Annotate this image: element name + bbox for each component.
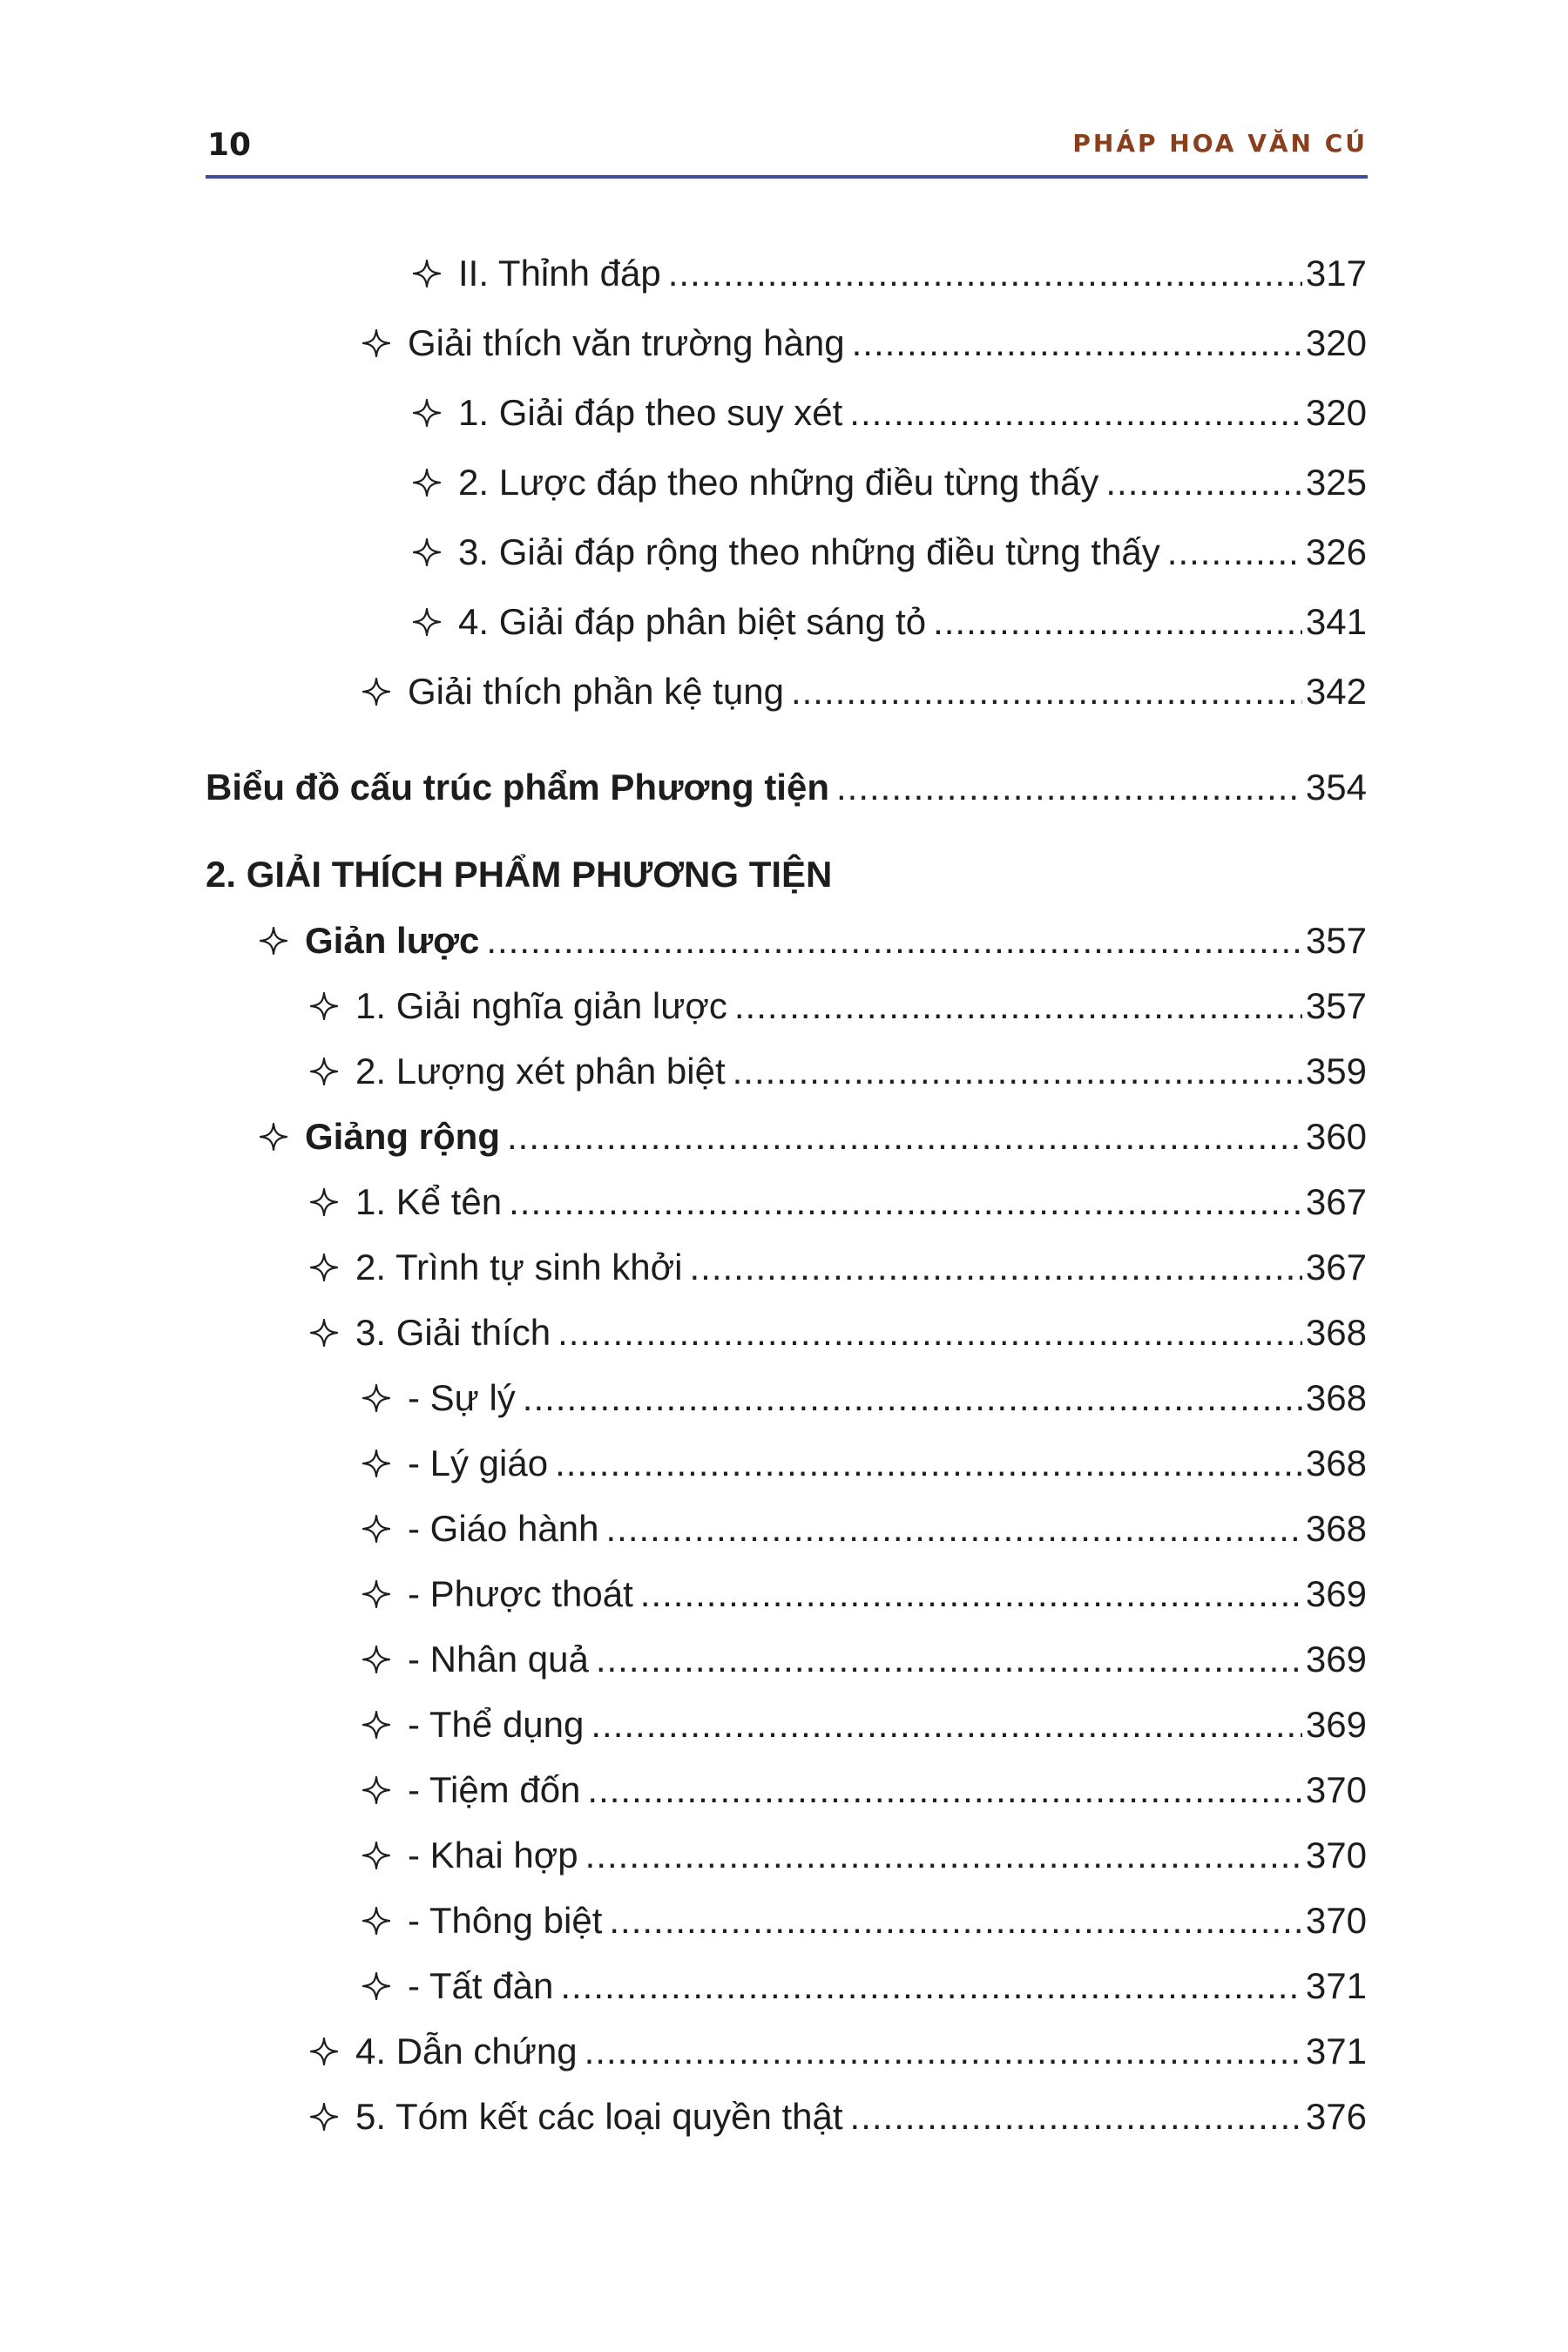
toc-entry-title: - Lý giáo [408, 1443, 549, 1484]
four-point-star-icon [362, 329, 390, 357]
toc-entry-title: - Giáo hành [408, 1508, 599, 1549]
toc-entry[interactable] [362, 1764, 1367, 1816]
toc-entry-page: 370 [1305, 1769, 1367, 1810]
leader-dots [852, 322, 1302, 364]
toc-entry[interactable] [362, 1960, 1367, 2012]
toc-entry[interactable] [362, 1568, 1367, 1620]
leader-dots [587, 1769, 1302, 1811]
toc-entry-page: 368 [1305, 1312, 1367, 1353]
four-point-star-icon [310, 2038, 338, 2065]
toc-entry-title: 1. Giải đáp theo suy xét [458, 392, 843, 433]
leader-dots [486, 920, 1302, 962]
four-point-star-icon [310, 1254, 338, 1281]
leader-dots [734, 985, 1302, 1027]
four-point-star-icon [362, 1646, 390, 1673]
toc-entry[interactable] [310, 2025, 1367, 2078]
toc-entry-page: 342 [1305, 671, 1367, 712]
toc-entry-title: 3. Giải thích [355, 1312, 551, 1353]
toc-entry[interactable] [413, 526, 1367, 578]
toc-entry-title: 4. Giải đáp phân biệt sáng tỏ [458, 601, 927, 642]
toc-entry[interactable] [310, 1241, 1367, 1294]
four-point-star-icon [362, 1776, 390, 1804]
leader-dots [689, 1247, 1301, 1288]
leader-dots [507, 1116, 1302, 1158]
toc-entry-page: 320 [1305, 392, 1367, 433]
four-point-star-icon [413, 538, 441, 566]
leader-dots [585, 2031, 1302, 2072]
toc-entry-page: 369 [1305, 1573, 1367, 1614]
toc-entry[interactable] [413, 596, 1367, 648]
toc-entry[interactable] [413, 456, 1367, 509]
toc-entry[interactable] [260, 915, 1367, 967]
four-point-star-icon [260, 927, 287, 955]
toc-entry-page: 360 [1305, 1116, 1367, 1157]
toc-entry[interactable] [362, 1633, 1367, 1686]
leader-dots [850, 2096, 1302, 2138]
toc-entry-title: Biểu đồ cấu trúc phẩm Phương tiện [206, 767, 829, 808]
four-point-star-icon [362, 1515, 390, 1543]
toc-entry-title: - Tất đàn [408, 1965, 554, 2006]
leader-dots [523, 1377, 1302, 1419]
toc-entry[interactable] [310, 1307, 1367, 1359]
leader-dots [558, 1312, 1302, 1354]
toc-entry[interactable] [310, 980, 1367, 1032]
toc-entry[interactable] [310, 2091, 1367, 2143]
four-point-star-icon [310, 1319, 338, 1347]
four-point-star-icon [362, 1907, 390, 1935]
four-point-star-icon [310, 992, 338, 1020]
toc-entry-page: 370 [1305, 1900, 1367, 1941]
toc-entry-title: - Khai hợp [408, 1835, 578, 1876]
leader-dots [668, 253, 1302, 294]
toc-entry[interactable] [413, 387, 1367, 439]
toc-entry-page: 367 [1305, 1247, 1367, 1288]
toc-entry-page: 317 [1305, 253, 1367, 294]
toc-entry[interactable] [310, 1176, 1367, 1228]
four-point-star-icon [362, 1711, 390, 1739]
toc-entry[interactable] [362, 317, 1367, 369]
four-point-star-icon [362, 1580, 390, 1608]
leader-dots [836, 767, 1302, 808]
four-point-star-icon [413, 608, 441, 636]
toc-entry-page: 325 [1305, 462, 1367, 503]
toc-entry-page: 359 [1305, 1051, 1367, 1092]
section-heading[interactable]: 2. GIẢI THÍCH PHẨM PHƯƠNG TIỆN [206, 854, 833, 895]
leader-dots [555, 1443, 1302, 1484]
toc-entry[interactable] [362, 1372, 1367, 1424]
toc-entry-title: 2. Lược đáp theo những điều từng thấy [458, 462, 1099, 503]
four-point-star-icon [310, 2103, 338, 2131]
toc-entry-title: 1. Giải nghĩa giản lược [355, 985, 727, 1026]
toc-entry-title: 5. Tóm kết các loại quyền thật [355, 2096, 843, 2137]
toc-entry-title: Giảng rộng [305, 1116, 500, 1157]
toc-entry-title: - Phược thoát [408, 1573, 633, 1614]
toc-entry-page: 357 [1305, 920, 1367, 961]
toc-entry-page: 326 [1305, 531, 1367, 572]
toc-entry-title: II. Thỉnh đáp [458, 253, 661, 294]
toc-entry[interactable] [362, 1829, 1367, 1882]
toc-entry[interactable] [362, 1895, 1367, 1947]
toc-entry-page: 371 [1305, 1965, 1367, 2006]
toc-entry-title: - Thể dụng [408, 1704, 585, 1745]
toc-entry-page: 367 [1305, 1181, 1367, 1222]
toc-entry-page: 341 [1305, 601, 1367, 642]
toc-entry-page: 357 [1305, 985, 1367, 1026]
four-point-star-icon [310, 1058, 338, 1085]
leader-dots [1105, 462, 1302, 504]
toc-entry-page: 368 [1305, 1443, 1367, 1484]
toc-entry[interactable] [362, 1699, 1367, 1751]
four-point-star-icon [260, 1123, 287, 1151]
leader-dots [596, 1639, 1302, 1680]
toc-entry-title: - Tiệm đốn [408, 1769, 581, 1810]
four-point-star-icon [413, 469, 441, 497]
toc-entry-page: 371 [1305, 2031, 1367, 2072]
page-number: 10 [207, 127, 252, 163]
toc-entry-page: 368 [1305, 1508, 1367, 1549]
leader-dots [849, 392, 1302, 434]
toc-entry-title: Giải thích văn trường hàng [408, 322, 845, 363]
leader-dots [640, 1573, 1302, 1615]
toc-entry-title: - Nhân quả [408, 1639, 589, 1680]
toc-entry-page: 320 [1305, 322, 1367, 363]
toc-entry[interactable] [310, 1045, 1367, 1098]
toc-entry[interactable] [362, 1437, 1367, 1490]
toc-entry-title: - Thông biệt [408, 1900, 603, 1941]
toc-entry[interactable] [362, 666, 1367, 718]
leader-dots [733, 1051, 1302, 1092]
leader-dots [560, 1965, 1302, 2007]
toc-entry-title: - Sự lý [408, 1377, 516, 1418]
toc-entry-page: 354 [1305, 767, 1367, 808]
four-point-star-icon [362, 678, 390, 706]
toc-entry-title: 4. Dẫn chứng [355, 2031, 578, 2072]
toc-entry[interactable] [413, 247, 1367, 300]
toc-entry-title: Giải thích phần kệ tụng [408, 671, 784, 712]
leader-dots [591, 1704, 1302, 1746]
toc-entry-page: 369 [1305, 1704, 1367, 1745]
four-point-star-icon [413, 399, 441, 427]
toc-entry-title: 3. Giải đáp rộng theo những điều từng thấy [458, 531, 1160, 572]
leader-dots [509, 1181, 1302, 1223]
toc-entry-diagram[interactable] [206, 761, 1367, 814]
toc-entry-title: 1. Kể tên [355, 1181, 503, 1222]
four-point-star-icon [413, 260, 441, 287]
four-point-star-icon [362, 1450, 390, 1477]
four-point-star-icon [310, 1188, 338, 1216]
toc-entry-title: 2. Lượng xét phân biệt [355, 1051, 726, 1092]
toc-entry-page: 369 [1305, 1639, 1367, 1680]
leader-dots [609, 1900, 1302, 1942]
toc-entry-page: 370 [1305, 1835, 1367, 1876]
leader-dots [605, 1508, 1301, 1550]
leader-dots [585, 1835, 1302, 1876]
four-point-star-icon [362, 1384, 390, 1412]
toc-entry-title: Giản lược [305, 920, 480, 961]
toc-entry-page: 376 [1305, 2096, 1367, 2137]
toc-entry-title: 2. Trình tự sinh khởi [355, 1247, 683, 1288]
leader-dots [933, 601, 1302, 643]
toc-entry[interactable] [362, 1503, 1367, 1555]
four-point-star-icon [362, 1972, 390, 2000]
running-book-title: PHÁP HOA VĂN CÚ [1072, 129, 1368, 158]
leader-dots [1167, 531, 1302, 573]
leader-dots [791, 671, 1302, 713]
toc-entry-page: 368 [1305, 1377, 1367, 1418]
four-point-star-icon [362, 1842, 390, 1869]
toc-entry[interactable] [260, 1111, 1367, 1163]
